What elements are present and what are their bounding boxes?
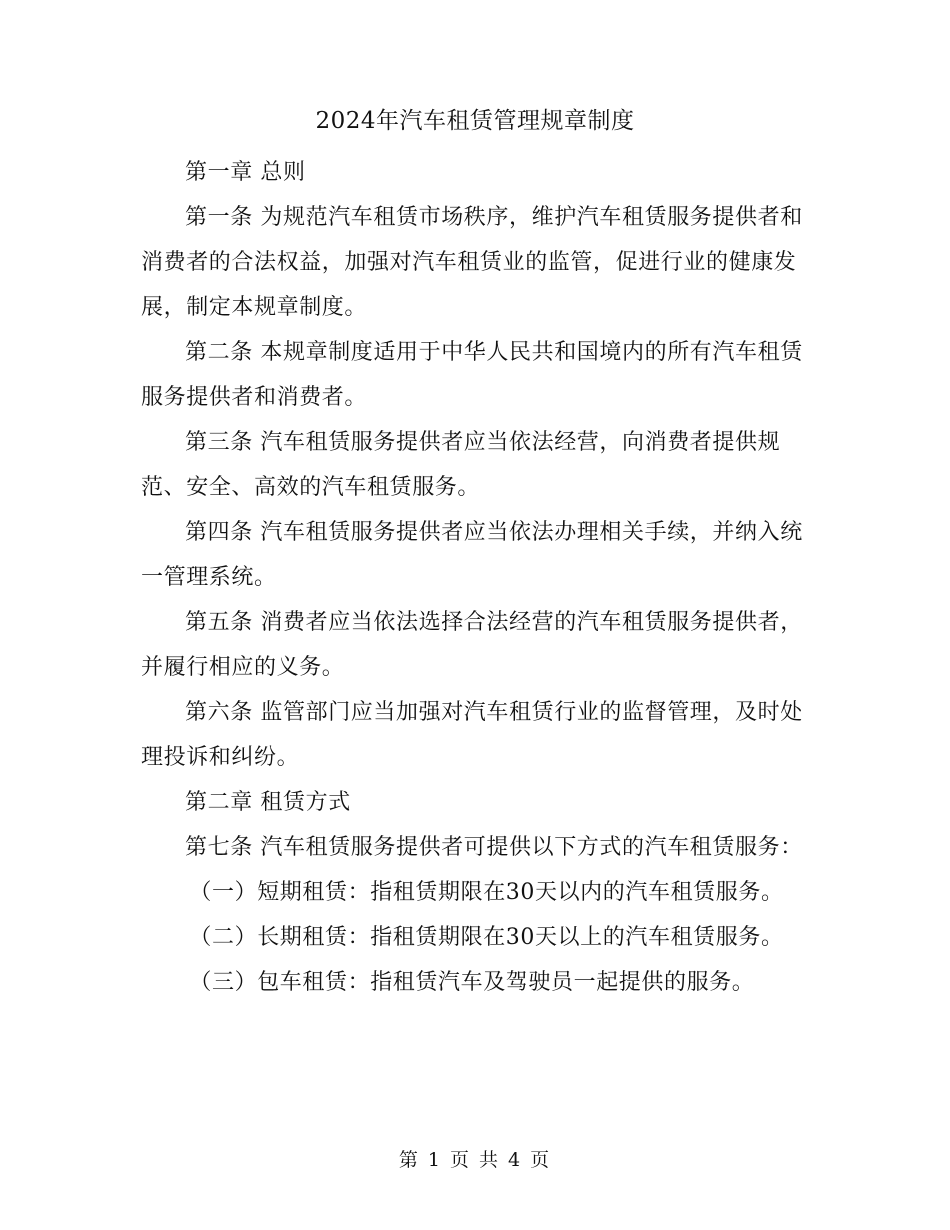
list-item: （一）短期租赁：指租赁期限在30天以内的汽车租赁服务。 xyxy=(189,880,784,905)
chapter-heading: 第二章 租赁方式 xyxy=(185,790,351,815)
chapter-heading: 第一章 总则 xyxy=(185,160,306,185)
document-body xyxy=(141,150,811,1005)
article-paragraph: 第六条 监管部门应当加强对汽车租赁行业的监督管理，及时处理投诉和纠纷。 xyxy=(141,700,803,770)
page-number-footer: 第 1 页 共 4 页 xyxy=(398,1149,552,1171)
article-paragraph: 第二条 本规章制度适用于中华人民共和国境内的所有汽车租赁服务提供者和消费者。 xyxy=(141,340,803,410)
article-paragraph: 第七条 汽车租赁服务提供者可提供以下方式的汽车租赁服务： xyxy=(185,835,803,860)
document-title: 2024年汽车租赁管理规章制度 xyxy=(315,108,635,134)
article-paragraph: 第四条 汽车租赁服务提供者应当依法办理相关手续，并纳入统一管理系统。 xyxy=(141,520,803,590)
article-paragraph: 第五条 消费者应当依法选择合法经营的汽车租赁服务提供者，并履行相应的义务。 xyxy=(141,610,803,680)
article-paragraph: 第一条 为规范汽车租赁市场秩序，维护汽车租赁服务提供者和消费者的合法权益，加强对汽车租赁业的监管，促进行业的健康发展，制定本规章制度。 xyxy=(141,205,803,320)
list-item: （二）长期租赁：指租赁期限在30天以上的汽车租赁服务。 xyxy=(189,925,784,950)
article-paragraph: 第三条 汽车租赁服务提供者应当依法经营，向消费者提供规范、安全、高效的汽车租赁服务。 xyxy=(141,430,781,500)
list-item: （三）包车租赁：指租赁汽车及驾驶员一起提供的服务。 xyxy=(189,970,755,995)
